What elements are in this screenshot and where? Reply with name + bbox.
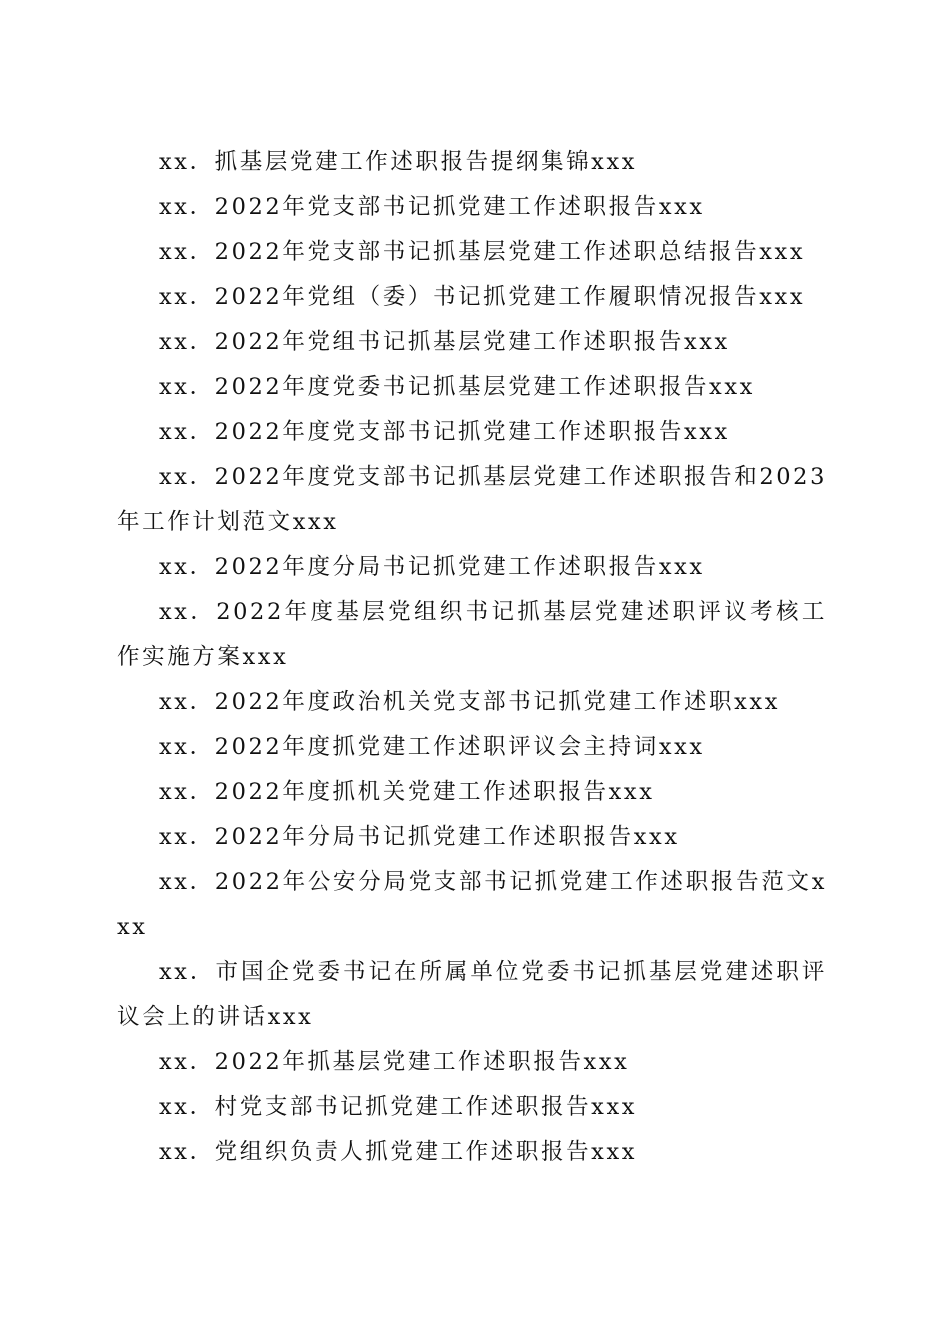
toc-entry: xx．抓基层党建工作述职报告提纲集锦xxx	[159, 149, 638, 175]
toc-entry: xx．2022年抓基层党建工作述职报告xxx	[159, 1049, 630, 1075]
toc-entry: xx．2022年度分局书记抓党建工作述职报告xxx	[159, 554, 705, 580]
toc-entry: xx．党组织负责人抓党建工作述职报告xxx	[159, 1139, 638, 1165]
toc-entry: xx．2022年分局书记抓党建工作述职报告xxx	[159, 824, 680, 850]
toc-entry: xx．2022年党组书记抓基层党建工作述职报告xxx	[159, 329, 730, 355]
toc-entry: xx．村党支部书记抓党建工作述职报告xxx	[159, 1094, 638, 1120]
toc-entry: xx．市国企党委书记在所属单位党委书记抓基层党建述职评议会上的讲话xxx	[117, 959, 827, 1030]
toc-entry: xx．2022年度抓党建工作述职评议会主持词xxx	[159, 734, 705, 760]
toc-entry: xx．2022年党组（委）书记抓党建工作履职情况报告xxx	[159, 284, 806, 310]
toc-entry: xx．2022年度党支部书记抓党建工作述职报告xxx	[159, 419, 730, 445]
toc-entry: xx．2022年度政治机关党支部书记抓党建工作述职xxx	[159, 689, 781, 715]
toc-entry: xx．2022年度党支部书记抓基层党建工作述职报告和2023年工作计划范文xxx	[117, 464, 827, 535]
toc-entry: xx．2022年公安分局党支部书记抓党建工作述职报告范文xxx	[117, 869, 827, 940]
toc-entry: xx．2022年党支部书记抓党建工作述职报告xxx	[159, 194, 705, 220]
table-of-contents	[117, 140, 827, 1175]
toc-entry: xx．2022年度抓机关党建工作述职报告xxx	[159, 779, 655, 805]
toc-entry: xx．2022年党支部书记抓基层党建工作述职总结报告xxx	[159, 239, 806, 265]
toc-entry: xx．2022年度党委书记抓基层党建工作述职报告xxx	[159, 374, 755, 400]
toc-entry: xx．2022年度基层党组织书记抓基层党建述职评议考核工作实施方案xxx	[117, 599, 827, 670]
